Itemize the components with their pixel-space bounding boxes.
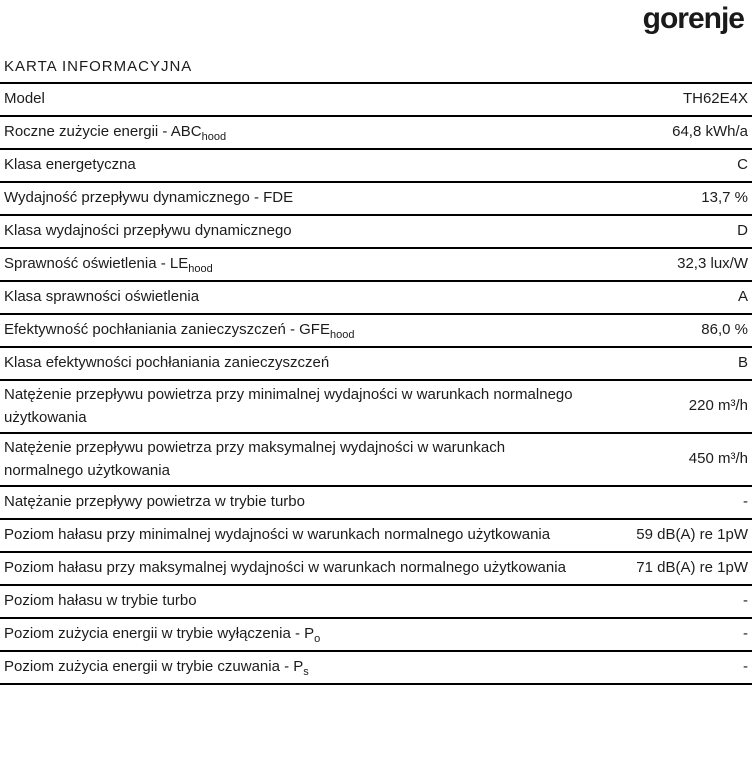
table-row — [0, 84, 752, 117]
row-label — [4, 437, 579, 482]
row-label — [4, 590, 197, 613]
row-label — [4, 154, 136, 177]
row-label-text: Poziom zużycia energii w trybie czuwania - P — [4, 658, 304, 676]
table-row — [0, 487, 752, 520]
brand-bar — [0, 0, 752, 58]
row-value: 220 m³/h — [688, 397, 748, 415]
row-value: D — [737, 222, 748, 240]
row-label-subscript: hood — [188, 263, 213, 276]
row-label — [4, 220, 292, 243]
row-label-text: Klasa wydajności przepływu dynamicznego — [4, 222, 292, 240]
row-label-text: Natężenie przepływu powietrza przy minimalnej wydajności w warunkach normalnego użytkowania — [4, 386, 573, 426]
row-value: A — [737, 288, 748, 306]
table-row — [0, 434, 752, 487]
row-label — [4, 384, 579, 429]
table-row — [0, 216, 752, 249]
row-label-text: Roczne zużycie energii - ABC — [4, 123, 202, 141]
row-value: 13,7 % — [701, 189, 748, 207]
row-value: C — [737, 156, 748, 174]
table-row — [0, 315, 752, 348]
row-label-subscript: hood — [201, 131, 227, 144]
row-value: 450 m³/h — [688, 450, 748, 468]
row-label — [4, 656, 309, 679]
row-label — [4, 491, 305, 514]
row-label — [4, 524, 550, 547]
row-value: 71 dB(A) re 1pW — [636, 559, 748, 577]
row-label-text: Poziom zużycia energii w trybie wyłączenia - P — [4, 625, 315, 643]
row-label — [4, 88, 45, 111]
row-label-text: Klasa energetyczna — [4, 156, 136, 174]
row-label-subscript: s — [303, 666, 309, 679]
table-row — [0, 249, 752, 282]
row-label — [4, 319, 354, 342]
table-row — [0, 381, 752, 434]
spec-table — [0, 84, 752, 685]
row-label-subscript: o — [314, 633, 321, 646]
row-label-text: Poziom hałasu przy minimalnej wydajności w warunkach normalnego użytkowania — [4, 526, 551, 544]
row-value: 32,3 lux/W — [677, 255, 748, 273]
gorenje-logo: gorenje — [642, 2, 744, 35]
row-label-text: Klasa sprawności oświetlenia — [4, 288, 200, 306]
row-value: 64,8 kWh/a — [672, 123, 748, 141]
row-label-text: Natężenie przepływu powietrza przy maksymalnej wydajności w warunkach normalnego użytkowania — [4, 439, 506, 479]
table-row — [0, 553, 752, 586]
row-value: - — [743, 625, 748, 643]
row-label-text: Poziom hałasu przy maksymalnej wydajności w warunkach normalnego użytkowania — [4, 559, 566, 577]
row-label — [4, 121, 226, 144]
table-row — [0, 619, 752, 652]
row-label — [4, 187, 293, 210]
row-value: 86,0 % — [701, 321, 748, 339]
row-label — [4, 253, 213, 276]
row-label-text: Natężanie przepływy powietrza w trybie turbo — [4, 493, 305, 511]
row-label — [4, 623, 320, 646]
table-row — [0, 282, 752, 315]
row-label-subscript: hood — [329, 329, 355, 342]
row-value: 59 dB(A) re 1pW — [636, 526, 748, 544]
row-value: TH62E4X — [682, 90, 748, 108]
row-label-text: Sprawność oświetlenia - LE — [4, 255, 189, 273]
row-label-text: Wydajność przepływu dynamicznego - FDE — [4, 189, 294, 207]
page-title: KARTA INFORMACYJNA — [0, 58, 752, 84]
table-row — [0, 652, 752, 685]
table-row — [0, 117, 752, 150]
row-label-text: Model — [4, 90, 45, 108]
table-row — [0, 586, 752, 619]
row-value: - — [743, 592, 748, 610]
row-label — [4, 286, 199, 309]
row-label-text: Klasa efektywności pochłaniania zanieczyszczeń — [4, 354, 330, 372]
row-value: - — [743, 658, 748, 676]
table-row — [0, 150, 752, 183]
table-row — [0, 183, 752, 216]
row-value: - — [743, 493, 748, 511]
row-label-text: Efektywność pochłaniania zanieczyszczeń - GFE — [4, 321, 330, 339]
row-label — [4, 557, 566, 580]
table-row — [0, 520, 752, 553]
table-row — [0, 348, 752, 381]
row-label — [4, 352, 329, 375]
row-label-text: Poziom hałasu w trybie turbo — [4, 592, 197, 610]
row-value: B — [737, 354, 748, 372]
